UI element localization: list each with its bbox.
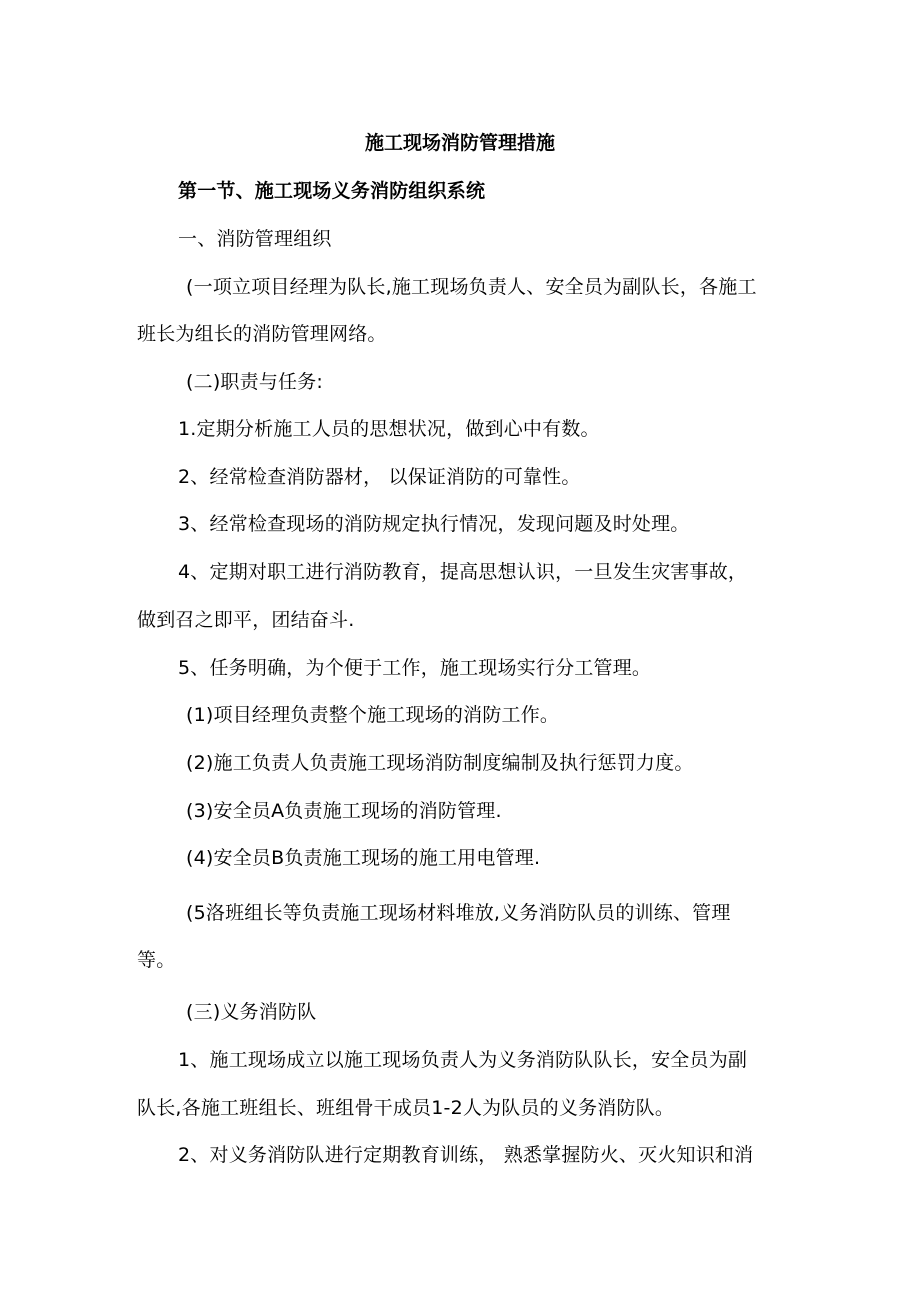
paragraph-line: (二)职责与任务: bbox=[186, 371, 324, 393]
paragraph-line: 做到召之即平，团结奋斗. bbox=[137, 609, 355, 631]
paragraph-line: 班长为组长的消防管理网络。 bbox=[137, 323, 387, 345]
paragraph-line: 一、消防管理组织 bbox=[178, 228, 332, 250]
paragraph-line: 队长,各施工班组长、班组骨干成员1-2人为队员的义务消防队。 bbox=[137, 1097, 675, 1119]
paragraph-line: (1)项目经理负责整个施工现场的消防工作。 bbox=[186, 704, 560, 726]
paragraph-line: (三)义务消防队 bbox=[186, 1001, 317, 1023]
section-heading: 第一节、施工现场义务消防组织系统 bbox=[178, 180, 486, 202]
paragraph-line: (一项立项目经理为队长,施工现场负责人、安全员为副队长，各施工 bbox=[186, 276, 757, 298]
paragraph-line: 2、对义务消防队进行定期教育训练， 熟悉掌握防火、灭火知识和消 bbox=[178, 1144, 754, 1166]
paragraph-line: 5、任务明确，为个便于工作，施工现场实行分工管理。 bbox=[178, 657, 652, 679]
paragraph-line: (4)安全员B负责施工现场的施工用电管理. bbox=[186, 847, 541, 869]
paragraph-line: 1.定期分析施工人员的思想状况，做到心中有数。 bbox=[178, 418, 600, 440]
paragraph-line: (5洛班组长等负责施工现场材料堆放,义务消防队员的训练、管理 bbox=[186, 902, 731, 924]
paragraph-line: 等。 bbox=[137, 949, 176, 971]
paragraph-line: 1、施工现场成立以施工现场负责人为义务消防队队长，安全员为副 bbox=[178, 1049, 748, 1071]
paragraph-line: 4、定期对职工进行消防教育，提高思想认识，一旦发生灾害事故， bbox=[178, 561, 748, 583]
paragraph-line: 3、经常检查现场的消防规定执行情况，发现问题及时处理。 bbox=[178, 513, 690, 535]
paragraph-line: (2)施工负责人负责施工现场消防制度编制及执行惩罚力度。 bbox=[186, 752, 694, 774]
document-title: 施工现场消防管理措施 bbox=[364, 132, 555, 154]
paragraph-line: 2、经常检查消防器材， 以保证消防的可靠性。 bbox=[178, 466, 581, 488]
paragraph-line: (3)安全员A负责施工现场的消防管理. bbox=[186, 800, 502, 822]
